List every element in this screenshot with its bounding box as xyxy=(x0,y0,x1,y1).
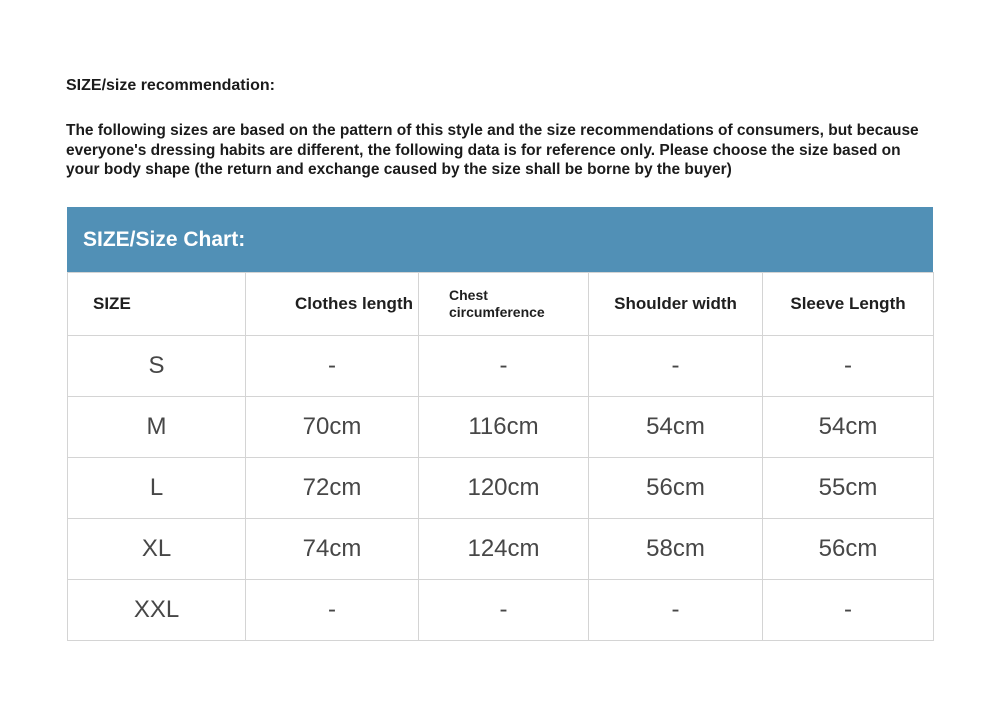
table-cell: 120cm xyxy=(419,458,589,519)
table-cell: 72cm xyxy=(246,458,419,519)
table-cell: 54cm xyxy=(763,397,934,458)
size-recommendation-text: The following sizes are based on the pattern of this style and the size recommendations of consumers, but because everyone's dressing habits are different, the following data is for reference only. Please choose the size based on your body shape (the return and exchange caused by the size shall be borne by the buyer) xyxy=(66,122,919,178)
table-cell: 70cm xyxy=(246,397,419,458)
size-chart-title: SIZE/Size Chart: xyxy=(83,227,246,251)
table-cell: 55cm xyxy=(763,458,934,519)
column-header-clothes-length: Clothes length xyxy=(246,273,419,336)
table-cell: 58cm xyxy=(589,519,763,580)
table-row-m xyxy=(68,397,934,458)
size-label-cell: XXL xyxy=(68,580,246,641)
column-header-chest-circumference: Chest circumference xyxy=(419,273,589,336)
table-cell: 124cm xyxy=(419,519,589,580)
table-header-row xyxy=(68,273,934,336)
table-cell: - xyxy=(419,580,589,641)
table-cell: 56cm xyxy=(763,519,934,580)
size-label-cell: L xyxy=(68,458,246,519)
table-row-xl xyxy=(68,519,934,580)
table-cell: - xyxy=(246,336,419,397)
table-row-xxl xyxy=(68,580,934,641)
table-row-s xyxy=(68,336,934,397)
table-cell: - xyxy=(763,336,934,397)
table-cell: 74cm xyxy=(246,519,419,580)
table-cell: 54cm xyxy=(589,397,763,458)
table-row-l xyxy=(68,458,934,519)
column-header-size: SIZE xyxy=(68,273,246,336)
size-chart-table xyxy=(67,272,934,641)
table-cell: - xyxy=(589,336,763,397)
size-label-cell: XL xyxy=(68,519,246,580)
table-cell: 56cm xyxy=(589,458,763,519)
size-chart-header-bar xyxy=(67,207,933,272)
table-cell: - xyxy=(763,580,934,641)
table-cell: - xyxy=(419,336,589,397)
size-label-cell: S xyxy=(68,336,246,397)
size-recommendation-title: SIZE/size recommendation: xyxy=(66,77,275,94)
table-cell: - xyxy=(589,580,763,641)
size-label-cell: M xyxy=(68,397,246,458)
column-header-shoulder-width: Shoulder width xyxy=(589,273,763,336)
table-cell: - xyxy=(246,580,419,641)
column-header-sleeve-length: Sleeve Length xyxy=(763,273,934,336)
table-cell: 116cm xyxy=(419,397,589,458)
